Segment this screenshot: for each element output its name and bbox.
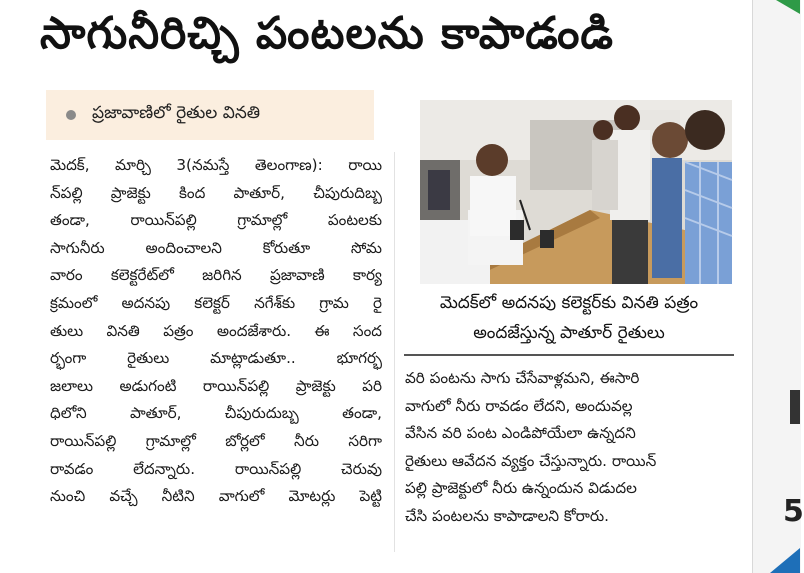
body-line: న్‌పల్లి ప్రాజెక్టు కింద పాతూర్, చీపురుదిబ్బ [50, 183, 382, 202]
subheading-box [46, 90, 374, 140]
body-line: ర్భంగా రైతులు మాట్లాడుతూ.. భూగర్భ [50, 349, 382, 368]
article-body [50, 152, 382, 511]
caption-line: మెదక్‌లో అదనపు కలెక్టర్‌కు వినతి పత్రం [439, 293, 699, 313]
bullet-dot-icon [66, 110, 76, 120]
body-line: సాగునీరు అందించాలని కోరుతూ సోమ [50, 238, 382, 257]
blue-corner-mark [770, 548, 800, 573]
continuation-line: వేసిన వరి పంట ఎండిపోయేలా ఉన్నదని [405, 424, 636, 443]
body-line: ధిలోని పాతూర్, చీపురుదుబ్బ తండా, [50, 404, 382, 423]
subheading: ప్రజావాణిలో రైతుల వినతి [92, 103, 261, 123]
green-corner-mark [776, 0, 800, 14]
article-continuation [405, 365, 735, 531]
body-line: వారం కలెక్టరేట్‌లో జరిగిన ప్రజావాణి కార్య [50, 266, 382, 285]
body-line: నుంచి వచ్చే నీటిని వాగులో మోటర్లు పెట్టి [50, 487, 382, 506]
body-line: రాయిన్‌పల్లి గ్రామాల్లో బోర్లలో నీరు సరిగా [50, 431, 382, 450]
caption-line: అందజేస్తున్న పాతూర్ రైతులు [473, 323, 665, 343]
adjacent-page-fragment [790, 390, 800, 424]
body-line: మెదక్, మార్చి 3(నమస్తే తెలంగాణ): రాయి [50, 156, 382, 174]
continuation-line: రైతులు ఆవేదన వ్యక్తం చేస్తున్నారు. రాయిన్ [405, 451, 657, 470]
continuation-line: చేసి పంటలను కాపాడాలని కోరారు. [405, 506, 609, 525]
adjacent-page-strip [752, 0, 801, 573]
news-photo [420, 100, 732, 284]
photo-caption [404, 288, 734, 348]
continuation-line: వాగులో నీరు రావడం లేదని, అందువల్ల [405, 396, 633, 415]
headline: సాగునీరిచ్చి పంటలను కాపాడండి [40, 8, 614, 59]
body-line: రావడం లేదన్నారు. రాయిన్‌పల్లి చెరువు [50, 459, 382, 478]
body-line: క్రమంలో అదనపు కలెక్టర్ నగేశ్‌కు గ్రామ రై [50, 293, 382, 312]
body-line: తులు వినతి పత్రం అందజేశారు. ఈ సంద [50, 321, 382, 340]
body-line: తండా, రాయిన్‌పల్లి గ్రామాల్లో పంటలకు [50, 211, 382, 230]
caption-underline [404, 354, 734, 356]
column-divider [394, 152, 395, 552]
continuation-line: వరి పంటను సాగు చేసేవాళ్లమని, ఈసారి [405, 369, 640, 387]
continuation-line: పల్లి ప్రాజెక్టులో నీరు ఉన్నందున విడుదల [405, 479, 637, 498]
body-line: జలాలు అడుగంటి రాయిన్‌పల్లి ప్రాజెక్టు పరి [50, 376, 382, 395]
adjacent-page-digit: 5 [783, 494, 804, 529]
